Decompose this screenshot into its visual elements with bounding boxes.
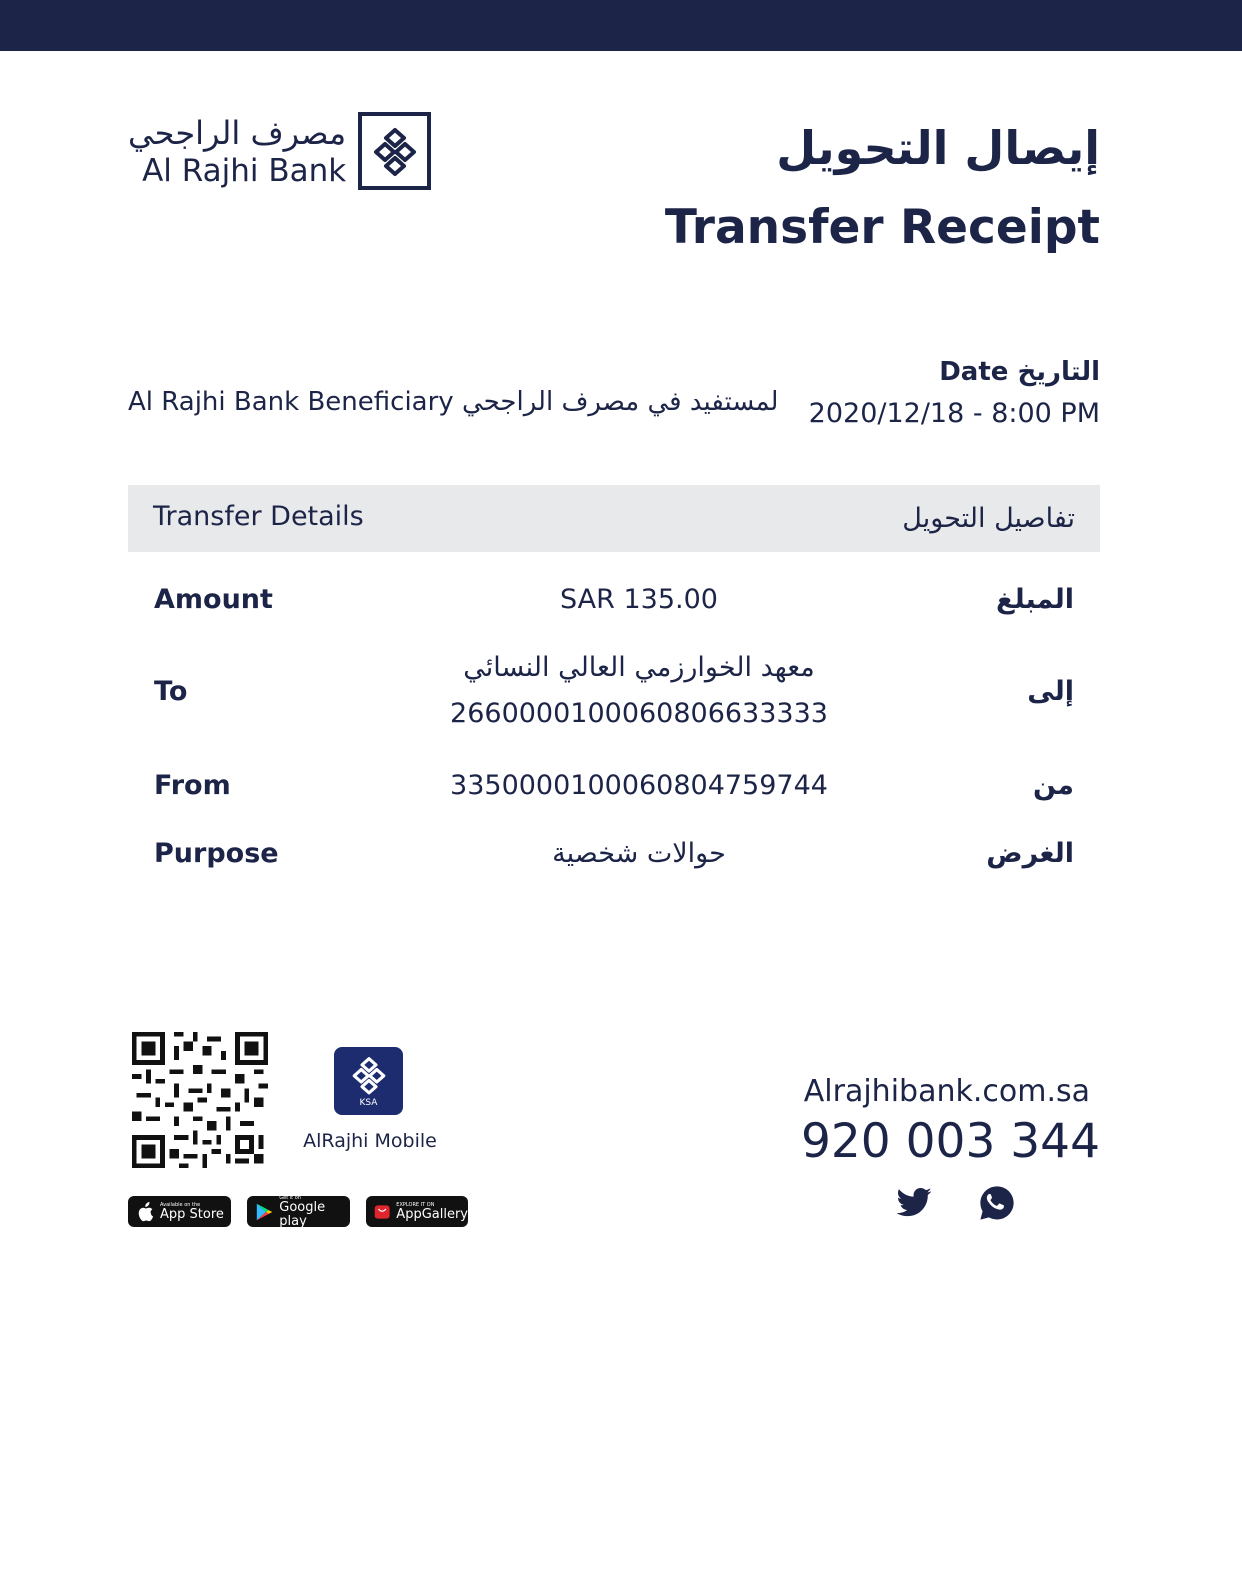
huawei-icon — [374, 1202, 390, 1222]
transfer-details-header — [128, 485, 1100, 552]
logo-text — [128, 113, 346, 189]
whatsapp-icon[interactable] — [978, 1184, 1016, 1222]
app-name: AlRajhi Mobile — [303, 1130, 437, 1152]
logo-name-en: Al Rajhi Bank — [142, 153, 347, 189]
from-account-number: 3350000100060804759744 — [450, 770, 828, 801]
purpose-value: حوالات شخصية — [552, 838, 726, 869]
purpose-label-ar: الغرض — [986, 838, 1074, 869]
al-rajhi-logo-icon — [358, 112, 431, 190]
qr-code — [132, 1032, 268, 1168]
twitter-icon[interactable] — [895, 1184, 933, 1222]
apple-icon — [136, 1202, 154, 1222]
from-label-en: From — [154, 770, 231, 801]
details-header-ar: تفاصيل التحويل — [902, 503, 1075, 534]
to-beneficiary-name: معهد الخوارزمي العالي النسائي — [463, 652, 815, 683]
title-en: Transfer Receipt — [664, 200, 1100, 255]
logo-name-ar: مصرف الراجحي — [128, 114, 347, 152]
to-label-en: To — [154, 676, 188, 707]
phone-number[interactable]: 920 003 344 — [800, 1114, 1100, 1169]
al-rajhi-logo-icon — [348, 1054, 390, 1096]
alrajhi-mobile-app-icon[interactable] — [334, 1047, 403, 1115]
to-account-number: 2660000100060806633333 — [450, 698, 828, 729]
google-play-icon — [255, 1202, 273, 1222]
google-play-small-text: Get it on — [279, 1194, 301, 1201]
google-play-big-text: Google play — [279, 1199, 326, 1229]
to-label-ar: إلى — [1027, 676, 1074, 707]
app-store-small-text: Available on the — [160, 1201, 201, 1208]
amount-value: SAR 135.00 — [560, 584, 718, 615]
app-badge-label: KSA — [359, 1098, 378, 1108]
date-value: 2020/12/18 - 8:00 PM — [808, 398, 1100, 429]
app-gallery-big-text: AppGallery — [396, 1206, 468, 1222]
app-store-big-text: App Store — [160, 1206, 224, 1222]
details-header-en: Transfer Details — [153, 501, 364, 532]
amount-label-en: Amount — [154, 584, 273, 615]
purpose-label-en: Purpose — [154, 838, 279, 869]
app-store-badge[interactable] — [128, 1196, 231, 1227]
app-gallery-badge[interactable] — [366, 1196, 468, 1227]
app-gallery-small-text: EXPLORE IT ON — [396, 1201, 435, 1208]
from-label-ar: من — [1032, 770, 1074, 801]
top-bar — [0, 0, 1242, 51]
bank-logo — [128, 112, 431, 190]
title-ar: إيصال التحويل — [776, 121, 1100, 175]
beneficiary-type: Al Rajhi Bank Beneficiary لمستفيد في مصرف الراجحي — [128, 387, 779, 417]
amount-label-ar: المبلغ — [996, 584, 1074, 615]
date-label: Date التاريخ — [939, 357, 1100, 387]
google-play-badge[interactable] — [247, 1196, 350, 1227]
website-link[interactable]: Alrajhibank.com.sa — [803, 1074, 1090, 1109]
